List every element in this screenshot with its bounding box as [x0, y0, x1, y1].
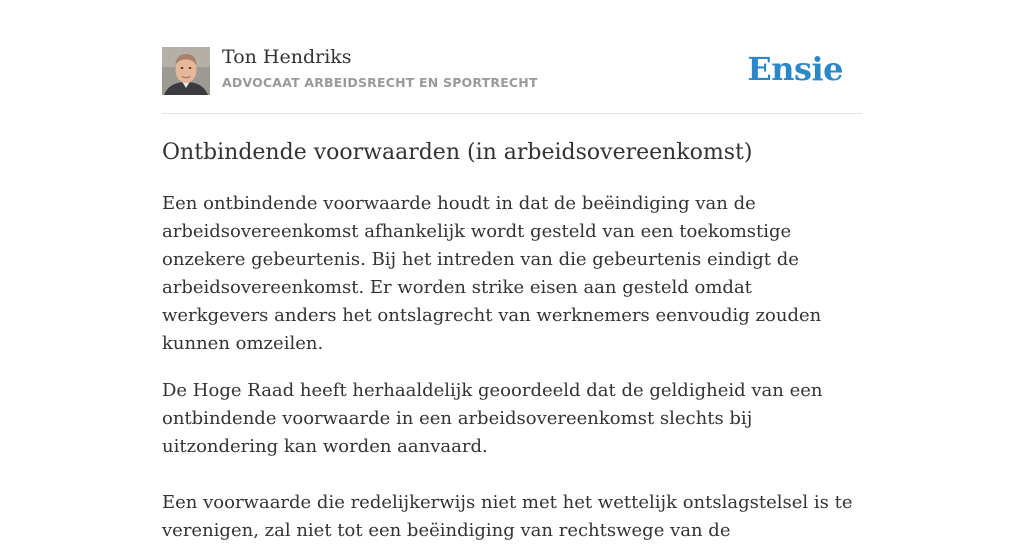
author-name[interactable]: Ton Hendriks — [222, 46, 352, 68]
article-paragraph-1: Een ontbindende voorwaarde houdt in dat de beëindiging van de arbeidsovereenkomst afhankelijk wordt gesteld van een toekomstige onzekere gebeurtenis. Bij het intreden van die gebeurtenis eindigt de arbeidsovereenkomst. Er worden strike eisen aan gesteld omdat werkgevers anders het ontslagrecht van werknemers eenvoudig zouden kunnen omzeilen. — [162, 193, 822, 354]
article-paragraph-3: Een voorwaarde die redelijkerwijs niet met het wettelijk ontslagstelsel is te verenigen, zal niet tot een beëindiging van rechtswege van de — [162, 492, 853, 541]
person-portrait-icon — [162, 47, 210, 95]
ensie-logo-link[interactable]: Ensie — [747, 50, 843, 88]
article-paragraph-2: De Hoge Raad heeft herhaaldelijk geoordeeld dat de geldigheid van een ontbindende voorwaarde in een arbeidsovereenkomst slechts bij uitzondering kan worden aanvaard. — [162, 380, 823, 457]
author-role: ADVOCAAT ARBEIDSRECHT EN SPORTRECHT — [222, 75, 538, 90]
article-content — [162, 138, 862, 545]
author-avatar[interactable] — [162, 47, 210, 95]
author-header — [162, 45, 862, 114]
article-title: Ontbindende voorwaarden (in arbeidsovereenkomst) — [162, 140, 753, 165]
